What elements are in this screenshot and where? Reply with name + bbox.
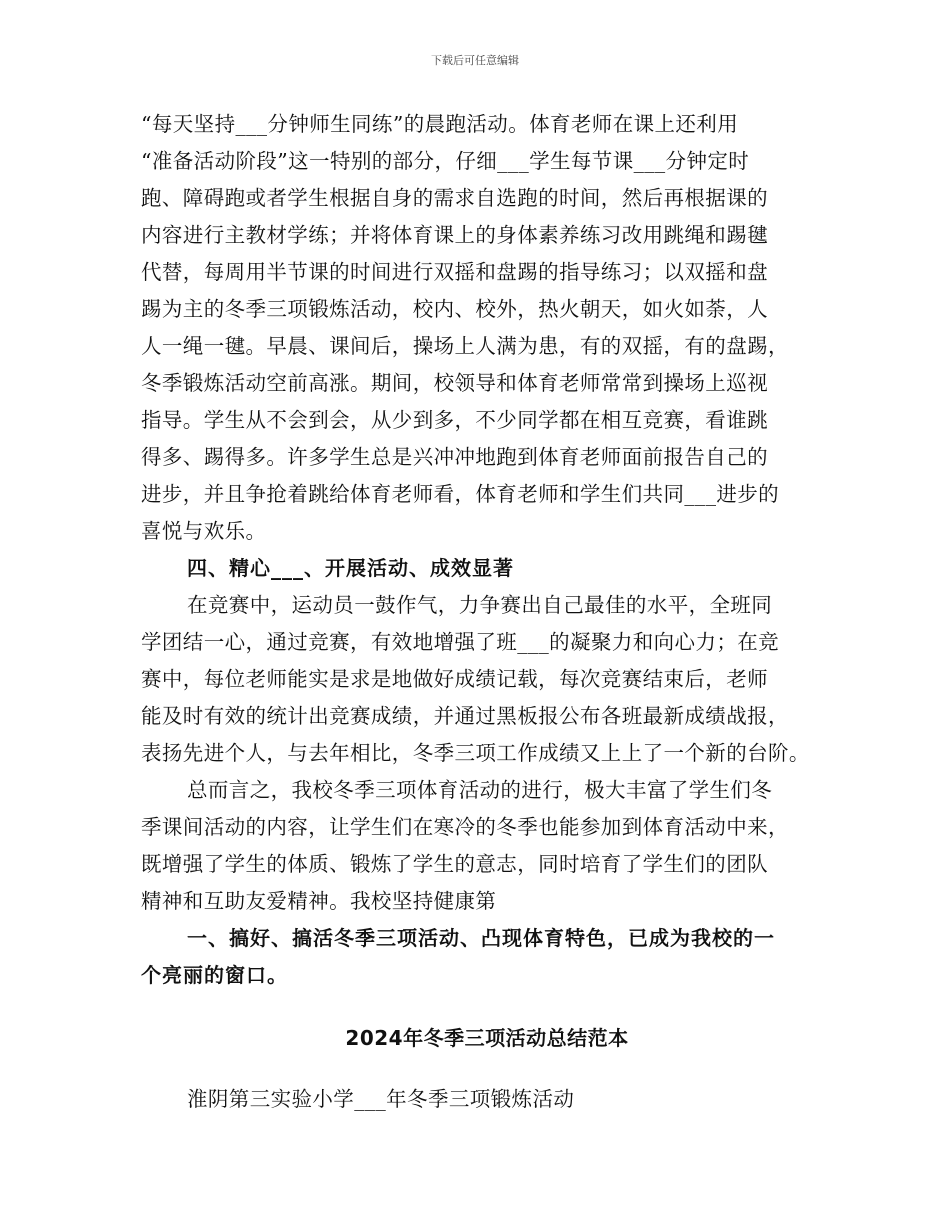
text-line: “准备活动阶段”这一特别的部分，仔细___学生每节课___分钟定时 <box>141 149 750 173</box>
text-line: 能及时有效的统计出竞赛成绩，并通过黑板报公布各班最新成绩战报， <box>141 704 789 728</box>
text-line: “每天坚持___分钟师生同练”的晨跑活动。体育老师在课上还利用 <box>141 112 739 136</box>
text-line: 进步，并且争抢着跳给体育老师看，体育老师和学生们共同___进步的 <box>141 482 780 506</box>
text-line: 季课间活动的内容，让学生们在寒冷的冬季也能参加到体育活动中来， <box>141 815 789 839</box>
paragraph-summary <box>141 772 813 920</box>
text-line: 踢为主的冬季三项锻炼活动，校内、校外，热火朝天，如火如荼，人 <box>141 297 768 321</box>
paragraph-section-1 <box>141 920 813 994</box>
text-line: 得多、踢得多。许多学生总是兴冲冲地跑到体育老师面前报告自己的 <box>141 445 768 469</box>
text-line: 赛中，每位老师能实是求是地做好成绩记载，每次竞赛结束后，老师 <box>141 667 768 691</box>
text-line: 精神和互助友爱精神。我校坚持健康第 <box>141 889 497 913</box>
text-line: 喜悦与欢乐。 <box>141 519 267 543</box>
text-line: 一、搞好、搞活冬季三项活动、凸现体育特色，已成为我校的一 <box>187 926 775 950</box>
text-line: 人一绳一毽。早晨、课间后，操场上人满为患，有的双摇，有的盘踢， <box>141 334 789 358</box>
text-line: 指导。学生从不会到会，从少到多，不少同学都在相互竞赛，看谁跳 <box>141 408 768 432</box>
text-line: 总而言之，我校冬季三项体育活动的进行，极大丰富了学生们冬 <box>187 778 773 802</box>
text-line: 个亮丽的窗口。 <box>141 963 288 987</box>
text-line: 在竞赛中，运动员一鼓作气，力争赛出自己最佳的水平，全班同 <box>187 593 773 617</box>
text-line: 冬季锻炼活动空前高涨。期间，校领导和体育老师常常到操场上巡视 <box>141 371 768 395</box>
text-line: 跑、障碍跑或者学生根据自身的需求自选跑的时间，然后再根据课的 <box>141 186 768 210</box>
text-line: 代替，每周用半节课的时间进行双摇和盘踢的指导练习；以双摇和盘 <box>141 260 768 284</box>
text-line: 既增强了学生的体质、锻炼了学生的意志，同时培育了学生们的团队 <box>141 852 768 876</box>
document-body <box>141 106 813 1118</box>
paragraph-competition <box>141 587 813 772</box>
document-title: 2024年冬季三项活动总结范本 <box>345 1026 629 1050</box>
text-line: 表扬先进个人，与去年相比，冬季三项工作成绩又上上了一个新的台阶。 <box>141 741 810 765</box>
intro-line: 淮阴第三实验小学___年冬季三项锻炼活动 <box>187 1087 575 1111</box>
section-heading-4: 四、精心___、开展活动、成效显著 <box>187 556 514 580</box>
page-header-note: 下载后可任意编辑 <box>431 54 519 67</box>
text-line: 学团结一心，通过竞赛，有效地增强了班___的凝聚力和向心力；在竞 <box>141 630 780 654</box>
paragraph-morning-run <box>141 106 813 550</box>
text-line: 内容进行主教材学练；并将体育课上的身体素养练习改用跳绳和踢毽 <box>141 223 768 247</box>
